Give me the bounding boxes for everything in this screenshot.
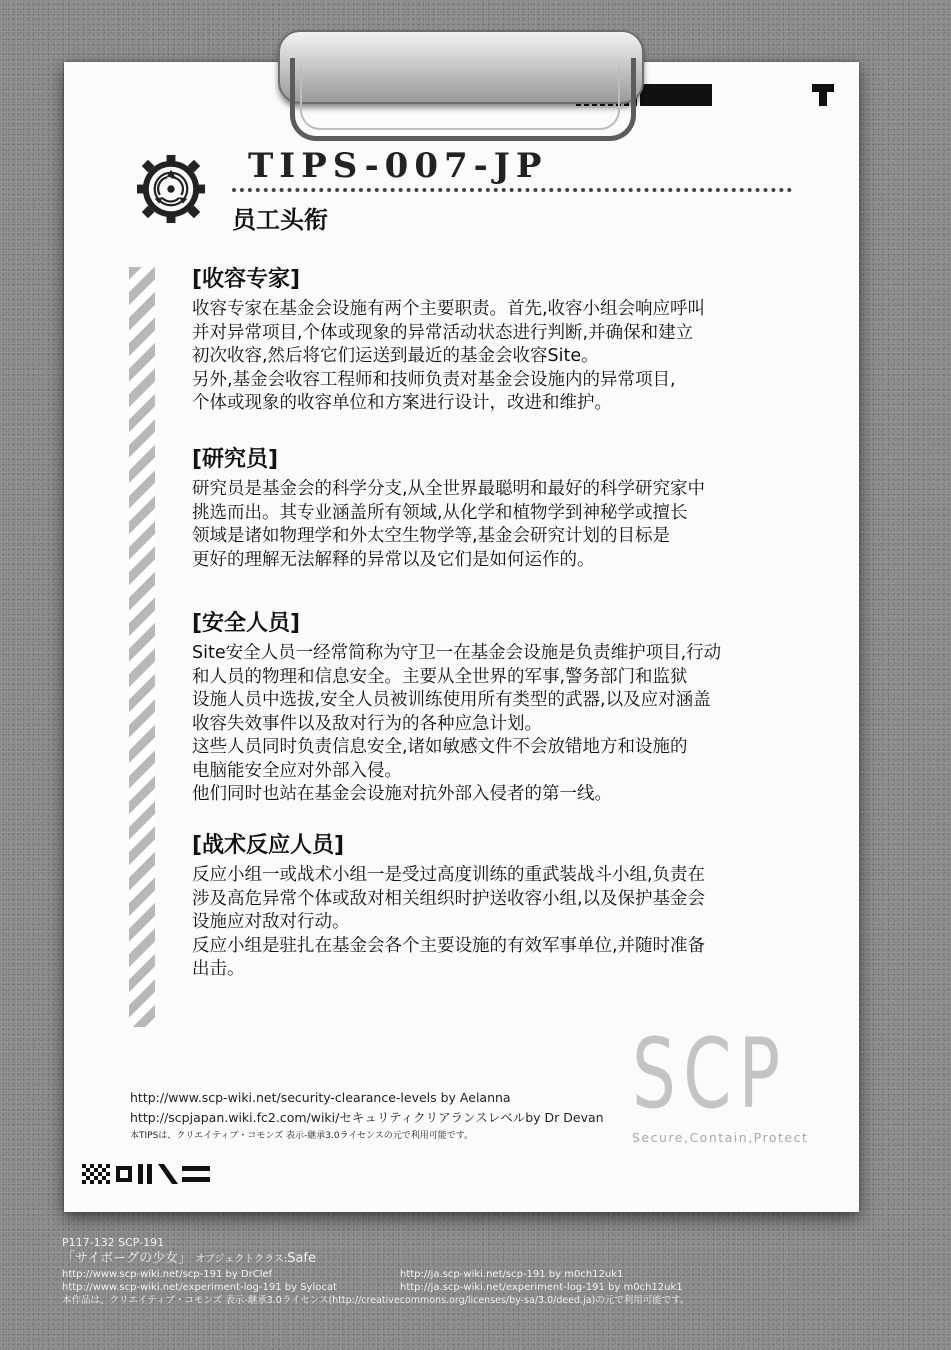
page-credits	[62, 1236, 942, 1307]
clipboard-clip	[278, 30, 640, 118]
section-security-personnel	[192, 610, 842, 807]
geometric-pattern-decoration	[82, 1164, 212, 1184]
object-class-value: Safe	[287, 1251, 317, 1266]
section-researcher	[192, 446, 842, 572]
credits-license: 本作品は、クリエイティブ・コモンズ 表示-継承3.0ライセンス(http://creativecommons.org/licenses/by-sa/3.0/deed.ja)の元で利用可能です。	[62, 1295, 690, 1306]
source-link: http://scpjapan.wiki.fc2.com/wiki/セキュリティクリアランスレベルby Dr Devan	[130, 1110, 604, 1125]
section-body: Site安全人员一经常简称为守卫一在基金会设施是负责维护项目,行动 和人员的物理和信息安全。主要从全世界的军事,警务部门和监狱 设施人员中选拔,安全人员被训练使用所有类型的武器,以及应对涵盖 收容失效事件以及敌对行为的各种应急计划。 这些人员同时负责信息安全,诸如敏感文件不会放错地方和设施的 电脑能安全应对外部入侵。 他们同时也站在基金会设施对抗外部入侵者的第一线。	[192, 643, 722, 804]
credits-work-title	[62, 1250, 942, 1268]
object-class-label: オブジェクトクラス:	[195, 1254, 288, 1265]
section-heading: [安全人员]	[192, 611, 301, 636]
scp-tagline: Secure,Contain,Protect	[632, 1130, 809, 1145]
section-containment-specialist	[192, 266, 842, 416]
source-links	[130, 1088, 604, 1144]
credits-link-row	[62, 1281, 942, 1294]
scp-watermark-logo: SCP	[632, 1018, 788, 1130]
license-note: 本TIPSは、クリエイティブ・コモンズ 表示-継承3.0ライセンスの元で利用可能です。	[130, 1131, 474, 1141]
source-link: http://www.scp-wiki.net/security-clearance-levels by Aelanna	[130, 1090, 511, 1105]
t-block-decoration	[812, 84, 834, 106]
section-heading: [收容专家]	[192, 267, 301, 292]
document-title: TIPS-007-JP	[248, 146, 548, 186]
clipboard-paper	[64, 62, 859, 1212]
credits-link-row	[62, 1268, 942, 1281]
credit-link: http://www.scp-wiki.net/experiment-log-191 by Sylocat	[62, 1282, 337, 1293]
credit-link: http://www.scp-wiki.net/scp-191 by DrClef	[62, 1269, 273, 1280]
section-body: 反应小组一或战术小组一是受过高度训练的重武装战斗小组,负责在 涉及高危异常个体或敌对相关组织时护送收容小组,以及保护基金会 设施应对敌对行动。 反应小组是驻扎在基金会各个主要设施的有效军事单位,并随时准备 出击。	[192, 865, 706, 979]
credit-link-ja: http://ja.scp-wiki.net/scp-191 by m0ch12uk1	[400, 1269, 624, 1280]
section-body: 收容专家在基金会设施有两个主要职责。首先,收容小组会响应呼叫 并对异常项目,个体或现象的异常活动状态进行判断,并确保和建立 初次收容,然后将它们运送到最近的基金会收容Site。 另外,基金会收容工程师和技师负责对基金会设施内的异常项目, 个体或现象的收容单位和方案进行设计，改进和维护。	[192, 299, 706, 413]
hazard-stripes	[129, 267, 155, 1027]
dotted-divider	[232, 188, 792, 192]
section-tactical-response	[192, 832, 842, 982]
section-heading: [研究员]	[192, 447, 279, 472]
scp-logo-icon	[134, 152, 208, 226]
credits-pages: P117-132 SCP-191	[62, 1236, 165, 1249]
section-body: 研究员是基金会的科学分支,从全世界最聪明和最好的科学研究家中 挑选而出。其专业涵盖所有领域,从化学和植物学到神秘学或擅长 领域是诸如物理学和外太空生物学等,基金会研究计划的目标是 更好的理解无法解释的异常以及它们是如何运作的。	[192, 479, 706, 570]
work-title: 「サイボーグの少女」	[62, 1251, 192, 1266]
section-heading: [战术反应人员]	[192, 833, 345, 858]
credit-link-ja: http://ja.scp-wiki.net/experiment-log-191 by m0ch12uk1	[400, 1282, 683, 1293]
document-subtitle: 员工头衔	[232, 206, 328, 234]
